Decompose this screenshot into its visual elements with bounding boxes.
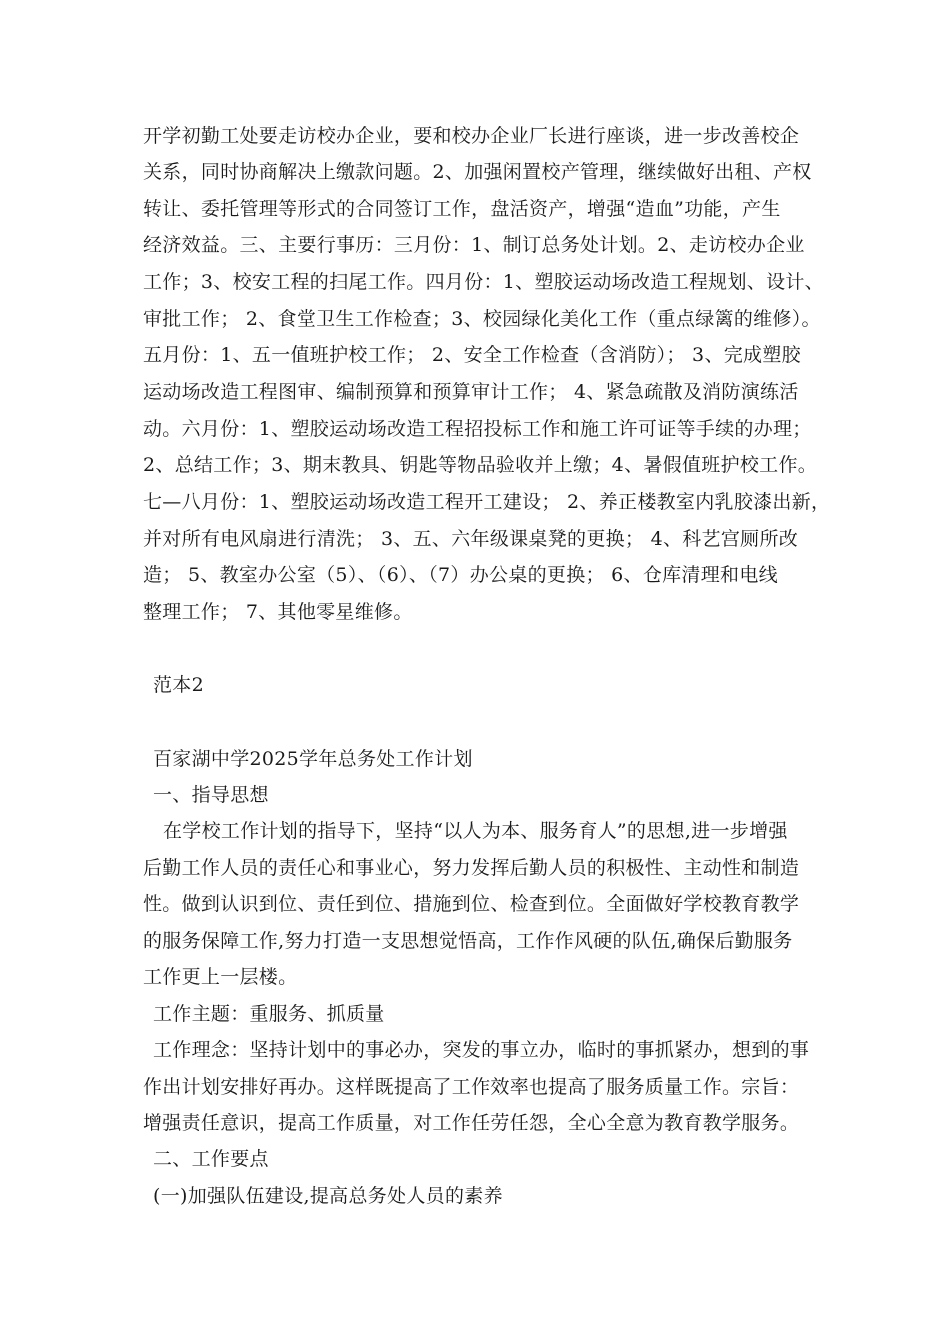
text-line: 后勤工作人员的责任心和事业心，努力发挥后勤人员的积极性、主动性和制造 xyxy=(143,857,800,879)
text-line: 的服务保障工作,努力打造一支思想觉悟高，工作作风硬的队伍,确保后勤服务 xyxy=(143,930,793,952)
text-line: 工作理念：坚持计划中的事必办，突发的事立办，临时的事抓紧办，想到的事 xyxy=(153,1039,810,1061)
subsection-heading: (一)加强队伍建设,提高总务处人员的素养 xyxy=(153,1185,503,1207)
document-title: 百家湖中学2025学年总务处工作计划 xyxy=(153,748,473,770)
text-line: 在学校工作计划的指导下，坚持“以人为本、服务育人”的思想,进一步增强 xyxy=(163,820,788,842)
text-line: 五月份：1、五一值班护校工作； 2、安全工作检查（含消防）； 3、完成塑胶 xyxy=(143,344,801,366)
section-heading-key-points: 二、工作要点 xyxy=(153,1148,269,1170)
text-line: 性。做到认识到位、责任到位、措施到位、检查到位。全面做好学校教育教学 xyxy=(143,893,800,915)
text-line: 经济效益。三、主要行事历：三月份：1、制订总务处计划。2、走访校办企业 xyxy=(143,234,805,256)
text-line: 整理工作； 7、其他零星维修。 xyxy=(143,601,413,623)
text-line: 2、总结工作；3、期末教具、钥匙等物品验收并上缴；4、暑假值班护校工作。 xyxy=(143,454,818,476)
sample-heading: 范本2 xyxy=(153,674,204,696)
text-line: 审批工作； 2、食堂卫生工作检查；3、校园绿化美化工作（重点绿篱的维修）。 xyxy=(143,308,821,330)
text-line: 运动场改造工程图审、编制预算和预算审计工作； 4、紧急疏散及消防演练活 xyxy=(143,381,799,403)
text-line: 开学初勤工处要走访校办企业，要和校办企业厂长进行座谈，进一步改善校企 xyxy=(143,125,800,147)
text-line: 作出计划安排好再办。这样既提高了工作效率也提高了服务质量工作。宗旨： xyxy=(143,1076,800,1098)
text-line: 增强责任意识，提高工作质量，对工作任劳任怨，全心全意为教育教学服务。 xyxy=(143,1112,800,1134)
text-line: 工作；3、校安工程的扫尾工作。四月份：1、塑胶运动场改造工程规划、设计、 xyxy=(143,271,824,293)
text-line: 关系，同时协商解决上缴款问题。2、加强闲置校产管理，继续做好出租、产权 xyxy=(143,161,812,183)
text-line: 七—八月份：1、塑胶运动场改造工程开工建设； 2、养正楼教室内乳胶漆出新， xyxy=(143,491,831,513)
text-line: 动。六月份：1、塑胶运动场改造工程招投标工作和施工许可证等手续的办理； xyxy=(143,418,812,440)
text-line: 并对所有电风扇进行清洗； 3、五、六年级课桌凳的更换； 4、科艺宫厕所改 xyxy=(143,528,799,550)
text-line: 造； 5、教室办公室（5）、（6）、（7）办公桌的更换； 6、仓库清理和电线 xyxy=(143,564,778,586)
text-line: 转让、委托管理等形式的合同签订工作，盘活资产，增强“造血”功能，产生 xyxy=(143,198,781,220)
text-line: 工作更上一层楼。 xyxy=(143,966,298,988)
section-heading-guiding: 一、指导思想 xyxy=(153,784,269,806)
work-theme: 工作主题：重服务、抓质量 xyxy=(153,1003,385,1025)
